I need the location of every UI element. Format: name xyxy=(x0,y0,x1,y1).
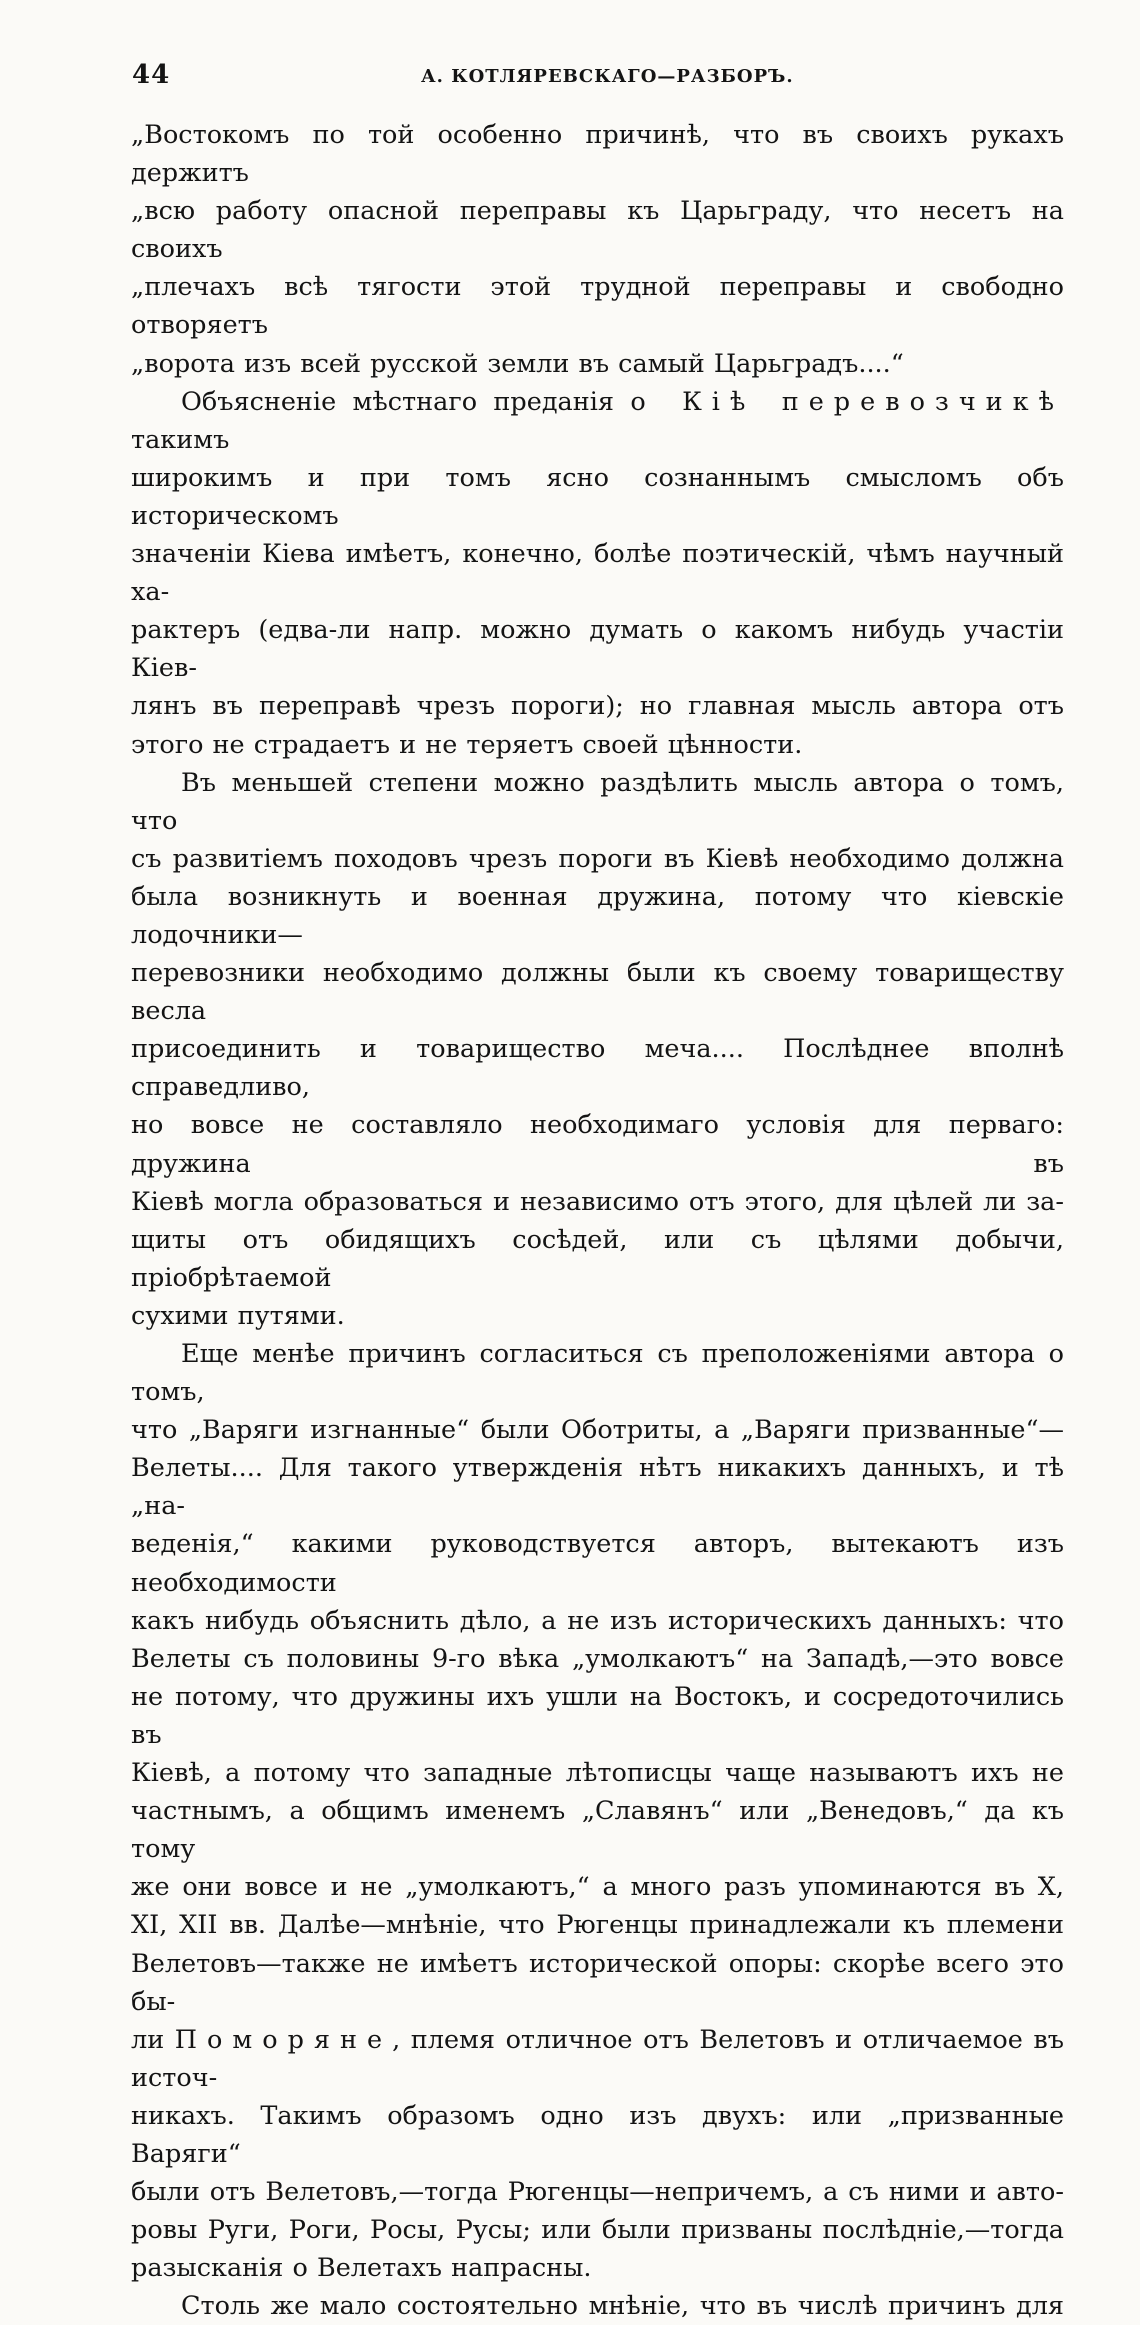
text-line: были отъ Велетовъ,—тогда Рюгенцы—непричемъ, а съ ними и авто- xyxy=(131,2177,1064,2208)
spaced-phrase: Поморяне xyxy=(174,2024,393,2055)
text-line: Въ меньшей степени можно раздѣлить мысль автора о томъ, что xyxy=(131,767,1064,836)
line-end: , племя отличное отъ Велетовъ и отличаемое въ источ- xyxy=(131,2024,1064,2093)
text-line: Кіевѣ, а потому что западные лѣтописцы чаще называютъ ихъ не xyxy=(131,1758,1064,1789)
text-line: веденія,“ какими руководствуется авторъ, вытекаютъ изъ необходимости xyxy=(131,1529,1064,1598)
text-line: сухими путями. xyxy=(131,1300,345,1331)
text-line: Велеты.... Для такого утвержденія нѣтъ никакихъ данныхъ, и тѣ „на- xyxy=(131,1453,1064,1522)
text-line: лянъ въ переправѣ чрезъ пороги); но главная мысль автора отъ xyxy=(131,691,1064,722)
text-line: ровы Руги, Роги, Росы, Русы; или были призваны послѣдніе,—тогда xyxy=(131,2215,1064,2246)
text-line: Еще менѣе причинъ согласиться съ преположеніями автора о томъ, xyxy=(131,1339,1064,1408)
text-line: Велеты съ половины 9-го вѣка „умолкаютъ“ на Западѣ,—это вовсе xyxy=(131,1643,1064,1674)
text-line: разысканія о Велетахъ напрасны. xyxy=(131,2253,592,2284)
text-line: присоединить и товарищество меча.... Послѣднее вполнѣ справедливо, xyxy=(131,1034,1064,1103)
text-line: значеніи Кіева имѣетъ, конечно, болѣе поэтическій, чѣмъ научный ха- xyxy=(131,539,1064,608)
text-line: была возникнуть и военная дружина, потому что кіевскіе лодочники— xyxy=(131,881,1064,950)
text-line: Велетовъ—также не имѣетъ исторической опоры: скорѣе всего это бы- xyxy=(131,1948,1064,2017)
body-text xyxy=(131,116,1064,2325)
line-start: ли xyxy=(131,2024,165,2055)
text-line: какъ нибудь объяснить дѣло, а не изъ историческихъ данныхъ: что xyxy=(131,1605,1064,1636)
text-line: XI, XII вв. Далѣе—мнѣніе, что Рюгенцы принадлежали къ племени xyxy=(131,1910,1064,1941)
spaced-phrase: о Кіѣ перевозчикѣ xyxy=(630,386,1064,417)
page-header xyxy=(131,60,1064,100)
text-line xyxy=(131,2021,1064,2097)
text-line: никахъ. Такимъ образомъ одно изъ двухъ: или „призванные Варяги“ xyxy=(131,2100,1064,2169)
text-line: щиты отъ обидящихъ сосѣдей, или съ цѣлями добычи, пріобрѣтаемой xyxy=(131,1224,1064,1293)
text-line: съ развитіемъ походовъ чрезъ пороги въ Кіевѣ необходимо должна xyxy=(131,843,1064,874)
text-line: „ворота изъ всей русской земли въ самый Царьградъ....“ xyxy=(131,348,904,379)
page-number: 44 xyxy=(132,60,171,90)
text-line: Кіевѣ могла образоваться и независимо отъ этого, для цѣлей ли за- xyxy=(131,1186,1064,1217)
text-line: этого не страдаетъ и не теряетъ своей цѣнности. xyxy=(131,729,803,760)
text-line: широкимъ и при томъ ясно сознаннымъ смысломъ объ историческомъ xyxy=(131,462,1064,531)
text-line: „всю работу опасной переправы къ Царьграду, что несетъ на своихъ xyxy=(131,196,1064,265)
text-line: „плечахъ всѣ тягости этой трудной переправы и свободно отворяетъ xyxy=(131,272,1064,341)
text-line: же они вовсе и не „умолкаютъ,“ а много разъ упоминаются въ X, xyxy=(131,1872,1064,1903)
text-line: но вовсе не составляло необходимаго условія для перваго: дружина въ xyxy=(131,1110,1064,1179)
running-head: А. КОТЛЯРЕВСКАГО—РАЗБОРЪ. xyxy=(421,66,794,87)
text-line: не потому, что дружины ихъ ушли на Востокъ, и сосредоточились въ xyxy=(131,1681,1064,1750)
text-line: рактеръ (едва-ли напр. можно думать о какомъ нибудь участіи Кіев- xyxy=(131,615,1064,684)
text-line: „Востокомъ по той особенно причинѣ, что въ своихъ рукахъ держитъ xyxy=(131,120,1064,189)
line-start: Объясненіе мѣстнаго преданія xyxy=(181,386,614,417)
line-end: такимъ xyxy=(131,424,230,455)
text-line xyxy=(131,383,1064,459)
text-line: что „Варяги изгнанные“ были Оботриты, а „Варяги призванные“— xyxy=(131,1415,1064,1446)
text-line: перевозники необходимо должны были къ своему товариществу весла xyxy=(131,958,1064,1027)
text-line: частнымъ, а общимъ именемъ „Славянъ“ или „Венедовъ,“ да къ тому xyxy=(131,1796,1064,1865)
text-line: Столь же мало состоятельно мнѣніе, что въ числѣ причинъ для xyxy=(181,2291,1064,2322)
